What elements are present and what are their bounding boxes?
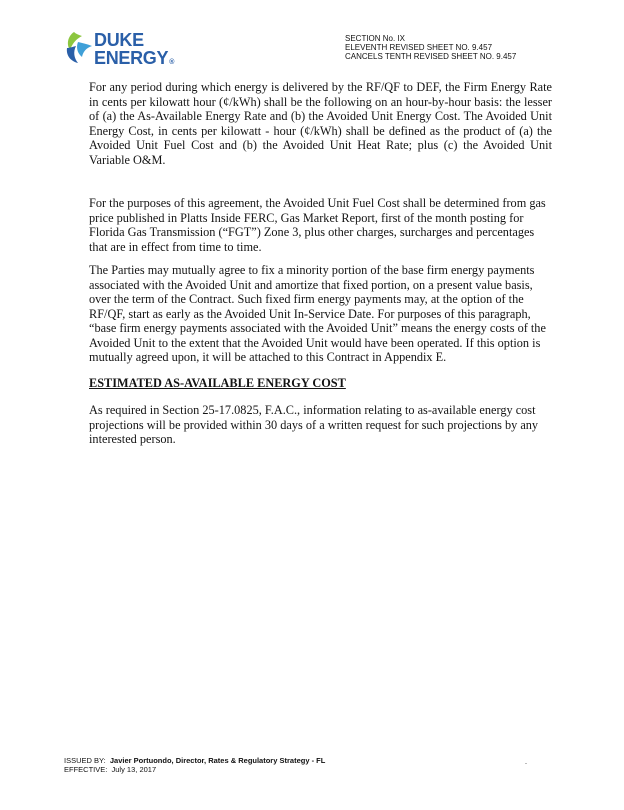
section-heading: ESTIMATED AS-AVAILABLE ENERGY COST [89, 375, 346, 390]
document-body [89, 80, 552, 447]
effective-date: July 13, 2017 [111, 765, 157, 774]
sheet-header [345, 34, 516, 61]
paragraph-fixed-payments: The Parties may mutually agree to fix a minority portion of the base firm energy payments associated with the Avoided Unit and amortize that fixed portion, on a present value basis, over the term of the Contract. Such fixed firm energy payments may, at the option of the RF/QF, start as early as the Avoided Unit In-Service Date. For purposes of this paragraph, “base firm energy payments associated with the Avoided Unit” means the energy costs of the Avoided Unit to the extent that the Avoided Unit would have been operated. If this option is mutually agreed upon, it will be attached to this Contract in Appendix E. [89, 263, 546, 364]
sheet-number: ELEVENTH REVISED SHEET NO. 9.457 [345, 43, 493, 52]
registered-mark: ® [169, 59, 175, 66]
paragraph-as-available-cost: As required in Section 25-17.0825, F.A.C., information relating to as-available energy cost projections will be provided within 30 days of a written request for such projections by any interested person. [89, 403, 539, 446]
logo-line-2: ENERGY [94, 48, 169, 68]
effective-label: EFFECTIVE: [64, 765, 108, 774]
page-footer [64, 756, 325, 774]
duke-energy-mark-icon [64, 30, 96, 64]
logo-line-1: DUKE [94, 30, 144, 50]
scan-speck [525, 763, 527, 764]
logo-wordmark [94, 31, 174, 72]
cancels-sheet: CANCELS TENTH REVISED SHEET NO. 9.457 [345, 52, 517, 61]
effective-line [64, 765, 325, 774]
issued-by-line [64, 756, 325, 765]
issued-by-label: ISSUED BY: [64, 756, 106, 765]
paragraph-firm-energy-rate: For any period during which energy is delivered by the RF/QF to DEF, the Firm Energy Rate in cents per kilowatt hour (¢/kWh) shall be the following on an hour-by-hour basis: the lesser of (a) the As-Available Energy Rate and (b) the Avoided Unit Energy Cost. The Avoided Unit Energy Cost, in cents per kilowatt - hour (¢/kWh) shall be defined as the product of (a) the Avoided Unit Fuel Cost and (b) the Avoided Unit Heat Rate; plus (c) the Avoided Unit Variable O&M. [89, 80, 552, 167]
issued-by-value: Javier Portuondo, Director, Rates & Regulatory Strategy - FL [109, 756, 326, 765]
section-number: SECTION No. IX [345, 34, 406, 43]
paragraph-fuel-cost: For the purposes of this agreement, the Avoided Unit Fuel Cost shall be determined from gas price published in Platts Inside FERC, Gas Market Report, first of the month posting for Florida Gas Transmission (“FGT”) Zone 3, plus other charges, surcharges and percentages that are in effect from time to time. [89, 196, 546, 254]
duke-energy-logo [64, 30, 184, 70]
